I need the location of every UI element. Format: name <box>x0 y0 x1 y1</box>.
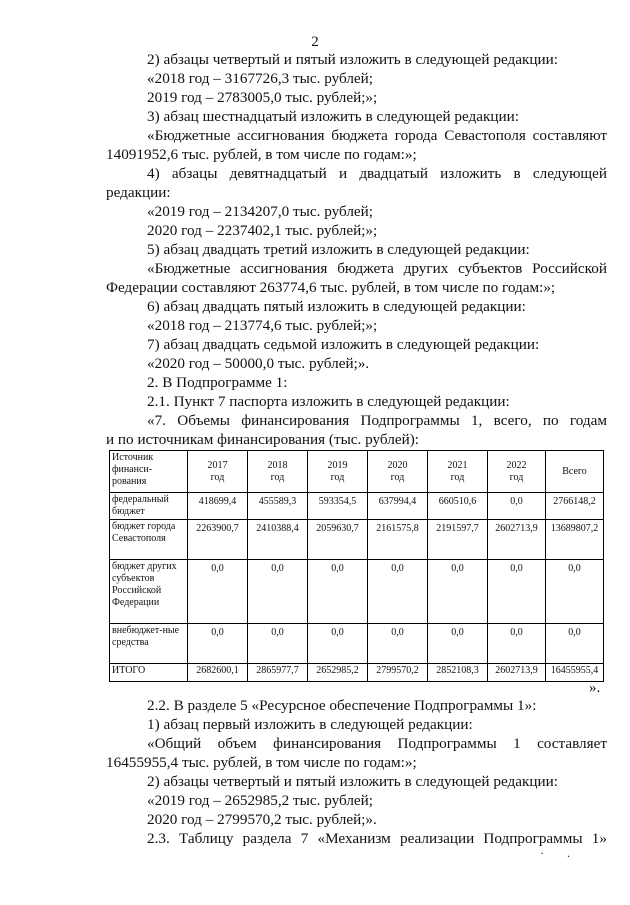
cell: 0,0 <box>308 624 368 664</box>
financing-table <box>109 450 604 682</box>
header-year: 2020 год <box>368 451 428 493</box>
cell: 2865977,7 <box>248 664 308 682</box>
closing-quote: ». <box>589 680 601 696</box>
paragraph-line: 2020 год – 2799570,2 тыс. рублей;». <box>147 811 377 828</box>
row-source: бюджет города Севастополя <box>110 520 188 560</box>
cell: 2161575,8 <box>368 520 428 560</box>
row-source: ИТОГО <box>110 664 188 682</box>
paragraph-line: 14091952,6 тыс. рублей, в том числе по годам:»; <box>106 146 417 163</box>
paragraph-line: 2020 год – 2237402,1 тыс. рублей;»; <box>147 222 378 239</box>
cell: 418699,4 <box>188 493 248 520</box>
paragraph-line: «2019 год – 2652985,2 тыс. рублей; <box>147 792 374 809</box>
cell: 0,0 <box>428 560 488 624</box>
paragraph-line: Федерации составляют 263774,6 тыс. рублей, в том числе по годам:»; <box>106 279 556 296</box>
cell: 13689807,2 <box>546 520 604 560</box>
page-number: 2 <box>311 34 319 50</box>
paragraph-line: 2019 год – 2783005,0 тыс. рублей;»; <box>147 89 378 106</box>
cell: 0,0 <box>488 624 546 664</box>
paragraph-line: и по источникам финансирования (тыс. рублей): <box>106 431 420 448</box>
cell: 0,0 <box>488 493 546 520</box>
paragraph-line: «2019 год – 2134207,0 тыс. рублей; <box>147 203 374 220</box>
cell: 0,0 <box>308 560 368 624</box>
paragraph-line: 5) абзац двадцать третий изложить в следующей редакции: <box>147 241 530 258</box>
cell: 0,0 <box>368 560 428 624</box>
header-source: Источник финанси-рования <box>110 451 188 493</box>
cell: 0,0 <box>188 624 248 664</box>
cell: 0,0 <box>428 624 488 664</box>
cell: 2682600,1 <box>188 664 248 682</box>
table-row <box>110 493 604 520</box>
cell: 0,0 <box>546 624 604 664</box>
cell: 0,0 <box>368 624 428 664</box>
cell: 637994,4 <box>368 493 428 520</box>
cell: 2191597,7 <box>428 520 488 560</box>
table-row <box>110 624 604 664</box>
paragraph-line: 3) абзац шестнадцатый изложить в следующей редакции: <box>147 108 519 125</box>
header-total: Всего <box>546 451 604 493</box>
cell: 455589,3 <box>248 493 308 520</box>
cell: 2652985,2 <box>308 664 368 682</box>
header-year: 2017 год <box>188 451 248 493</box>
header-year: 2021 год <box>428 451 488 493</box>
row-source: бюджет других субъектов Российской Федерации <box>110 560 188 624</box>
paragraph-line: 4) абзацы девятнадцатый и двадцатый изложить в следующей <box>147 165 607 182</box>
cell: 2602713,9 <box>488 520 546 560</box>
cell: 0,0 <box>248 624 308 664</box>
paragraph-line: «2020 год – 50000,0 тыс. рублей;». <box>147 355 370 372</box>
paragraph-line: «Бюджетные ассигнования бюджета города Севастополя составляют <box>147 127 607 144</box>
cell: 2799570,2 <box>368 664 428 682</box>
cell: 0,0 <box>188 560 248 624</box>
cell: 2602713,9 <box>488 664 546 682</box>
cell: 593354,5 <box>308 493 368 520</box>
paragraph-line: «2018 год – 3167726,3 тыс. рублей; <box>147 70 374 87</box>
paragraph-line: 6) абзац двадцать пятый изложить в следующей редакции: <box>147 298 526 315</box>
header-year: 2018 год <box>248 451 308 493</box>
header-year: 2022 год <box>488 451 546 493</box>
paragraph-line: редакции: <box>106 184 171 201</box>
paragraph-line: 2. В Подпрограмме 1: <box>147 374 288 391</box>
cell: 2410388,4 <box>248 520 308 560</box>
table-row <box>110 560 604 624</box>
paragraph-line: 1) абзац первый изложить в следующей редакции: <box>147 716 473 733</box>
table-row <box>110 664 604 682</box>
paragraph-line: «Бюджетные ассигнования бюджета других субъектов Российской <box>147 260 607 277</box>
table-row <box>110 520 604 560</box>
paragraph-line: «2018 год – 213774,6 тыс. рублей;»; <box>147 317 378 334</box>
cell: 660510,6 <box>428 493 488 520</box>
cell: 2852108,3 <box>428 664 488 682</box>
cell: 2059630,7 <box>308 520 368 560</box>
paragraph-line: 7) абзац двадцать седьмой изложить в следующей редакции: <box>147 336 540 353</box>
paragraph-line: «Общий объем финансирования Подпрограммы 1 составляет <box>147 735 607 752</box>
paragraph-line: 2.3. Таблицу раздела 7 «Механизм реализации Подпрограммы 1» <box>147 830 607 847</box>
paragraph-line: «7. Объемы финансирования Подпрограммы 1, всего, по годам <box>147 412 607 429</box>
row-source: федеральный бюджет <box>110 493 188 520</box>
paragraph-line: 16455955,4 тыс. рублей, в том числе по годам:»; <box>106 754 417 771</box>
cell: 0,0 <box>546 560 604 624</box>
cell: 0,0 <box>248 560 308 624</box>
footer-mark: · . <box>540 846 580 860</box>
header-year: 2019 год <box>308 451 368 493</box>
paragraph-line: 2) абзацы четвертый и пятый изложить в следующей редакции: <box>147 773 558 790</box>
cell: 0,0 <box>488 560 546 624</box>
paragraph-line: 2) абзацы четвертый и пятый изложить в следующей редакции: <box>147 51 558 68</box>
cell: 2766148,2 <box>546 493 604 520</box>
paragraph-line: 2.1. Пункт 7 паспорта изложить в следующей редакции: <box>147 393 510 410</box>
cell: 16455955,4 <box>546 664 604 682</box>
paragraph-line: 2.2. В разделе 5 «Ресурсное обеспечение Подпрограммы 1»: <box>147 697 537 714</box>
row-source: внебюджет-ные средства <box>110 624 188 664</box>
cell: 2263900,7 <box>188 520 248 560</box>
